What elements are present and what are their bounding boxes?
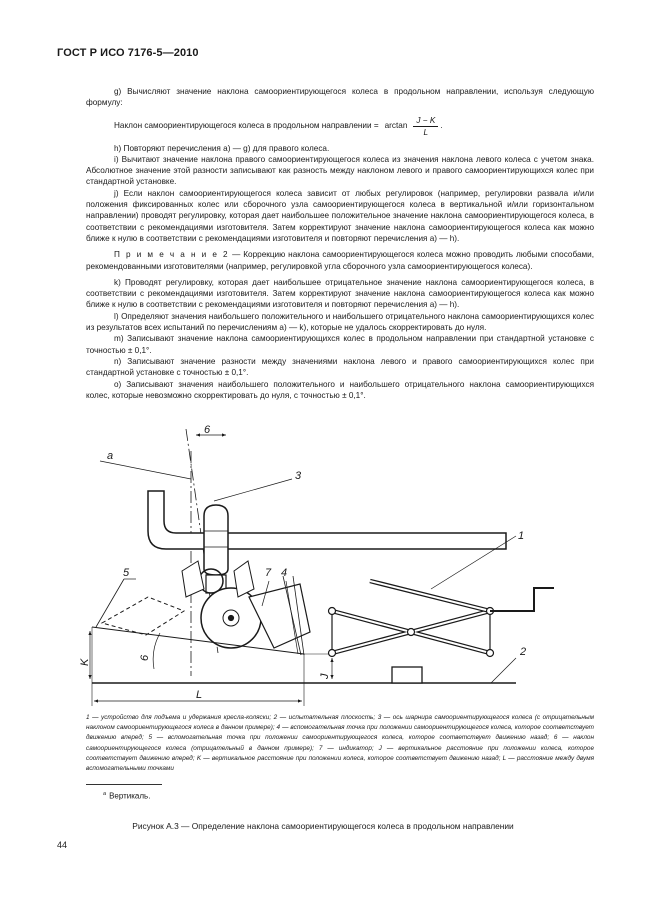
step-i: i) Вычитают значение наклона правого самоориентирующегося колеса из значения наклона левого колеса с учетом знака. Абсолютное значение этой разности записывают как разность между наклоном левого и правого самоориентирующихся колес при стандартной установке.: [86, 154, 594, 187]
step-g: g) Вычисляют значение наклона самоориентирующегося колеса в продольном направлении, используя следующую формулу:: [86, 87, 594, 108]
formula-label: Наклон самоориентирующегося колеса в продольном направлении =: [114, 121, 379, 131]
label-3: 3: [295, 470, 302, 482]
label-j: J: [319, 673, 331, 679]
caster-rear-outline: [102, 597, 184, 635]
leader-a: [100, 461, 191, 479]
slope-angle-arc-lower: [153, 633, 160, 669]
leader-2: [491, 658, 516, 683]
note-label: П р и м е ч а н и е 2: [114, 250, 230, 260]
label-6-low: 6: [139, 654, 151, 661]
step-l: l) Определяют значения наибольшего положительного и наибольшего отрицательного наклона самоориентирующихся колес из результатов всех испытаний по перечислениям а) — k), которые не удалось скорректировать до нуля.: [86, 311, 594, 333]
figure-a3-caster-slope: [79, 421, 546, 711]
step-m: m) Записывают значение наклона самоориентирующихся колес в продольном направлении при стандартной установке с точностью ± 0,1°.: [86, 334, 594, 355]
indicator-plate: [249, 584, 310, 648]
formula-period: .: [440, 121, 443, 131]
formula-fraction: [413, 115, 438, 138]
footnote-rule: [86, 784, 162, 785]
label-2: 2: [520, 646, 527, 658]
label-6-top: 6: [204, 424, 211, 436]
wheelchair-frame: [148, 491, 506, 549]
label-a: a: [107, 450, 114, 462]
step-h: h) Повторяют перечисления а) — g) для правого колеса.: [114, 143, 330, 153]
slope-formula: [114, 115, 594, 138]
label-k: K: [79, 658, 91, 666]
footnote-text: Вертикаль.: [109, 791, 151, 801]
step-k: k) Проводят регулировку, которая дает наибольшее отрицательное значение наклона самоориентирующегося колеса, в соответствии с рекомендациями изготовителя. Затем корректируют значение наклона самоориентирующегося колеса как можно ближе к нулю в соответствии с рекомендациями изготовителя и повторяют перечисления а) — h).: [86, 277, 594, 310]
footnote-mark: а: [103, 791, 107, 797]
step-j: j) Если наклон самоориентирующегося колеса зависит от любых регулировок (например, регулировки развала и/или положения фиксированных колес или сборочного узла самоориентирующегося колеса в вертикальной и/или горизонтальном направлении) проводят регулировку, которая дает наибольшее положительное значение наклона самоориентирующегося колеса, в соответствии с рекомендациями изготовителя. Затем корректируют значение наклона самоориентирующегося колеса как можно ближе к нулю в соответствии с рекомендациями изготовителя и повторяют перечисления а) — h).: [86, 188, 594, 243]
step-o: o) Записывают значения наибольшего положительного и наибольшего отрицательного наклона самоориентирующихся колес, которые невозможно скорректировать до нуля, с точностью ± 0,1°.: [86, 379, 594, 400]
footnote: [103, 791, 150, 801]
formula-numerator: J − K: [413, 115, 438, 127]
formula-denominator: L: [423, 127, 429, 137]
figure-caption: Рисунок А.3 — Определение наклона самоориентирующегося колеса в продольном направлении: [132, 821, 514, 831]
label-l: L: [196, 689, 203, 701]
label-4: 4: [281, 567, 288, 579]
figure-legend: 1 — устройство для подъема и удержания кресла-коляски; 2 — испытательная плоскость; 3 — ось шарнира самоориентирующегося колеса (с отрицательным наклоном самоориентирующегося колеса в данном примере); 4 — вспомогательная точка при положении самоориентирующегося колеса, которое соответствует движению вперед; 5 — вспомогательная точка при положении самоориентирующегося колеса, которое соответствует движению назад; 6 — наклон самоориентирующегося колеса (отрицательный в данном примере); 7 — индикатор; J — вертикальное расстояние при положении колеса, которое соответствует движению вперед; K — вертикальное расстояние при положении колеса, которое соответствует движению назад; L — расстояние между двумя вспомогательными точками: [86, 714, 594, 773]
label-5: 5: [123, 567, 130, 579]
lifting-device: [329, 581, 555, 683]
note-2: [86, 249, 594, 272]
leader-3: [214, 479, 292, 501]
caster-pivot-housing: [204, 505, 228, 575]
note-text: — Коррекцию наклона самоориентирующегося колеса можно проводить любыми способами, рекомендованными изготовителями (например, регулировкой угла сборочного узла самоориентирующегося колеса).: [86, 250, 594, 271]
formula-function: arctan: [384, 121, 408, 131]
body-text: [86, 86, 594, 401]
document-header: ГОСТ Р ИСО 7176-5—2010: [57, 47, 199, 59]
label-1: 1: [518, 530, 525, 542]
label-7: 7: [265, 567, 272, 579]
step-n: n) Записывают значение разности между значениями наклона левого и правого самоориентирующихся колес при стандартной установке с точностью ± 0,1°.: [86, 356, 594, 378]
page-number: 44: [57, 840, 68, 850]
